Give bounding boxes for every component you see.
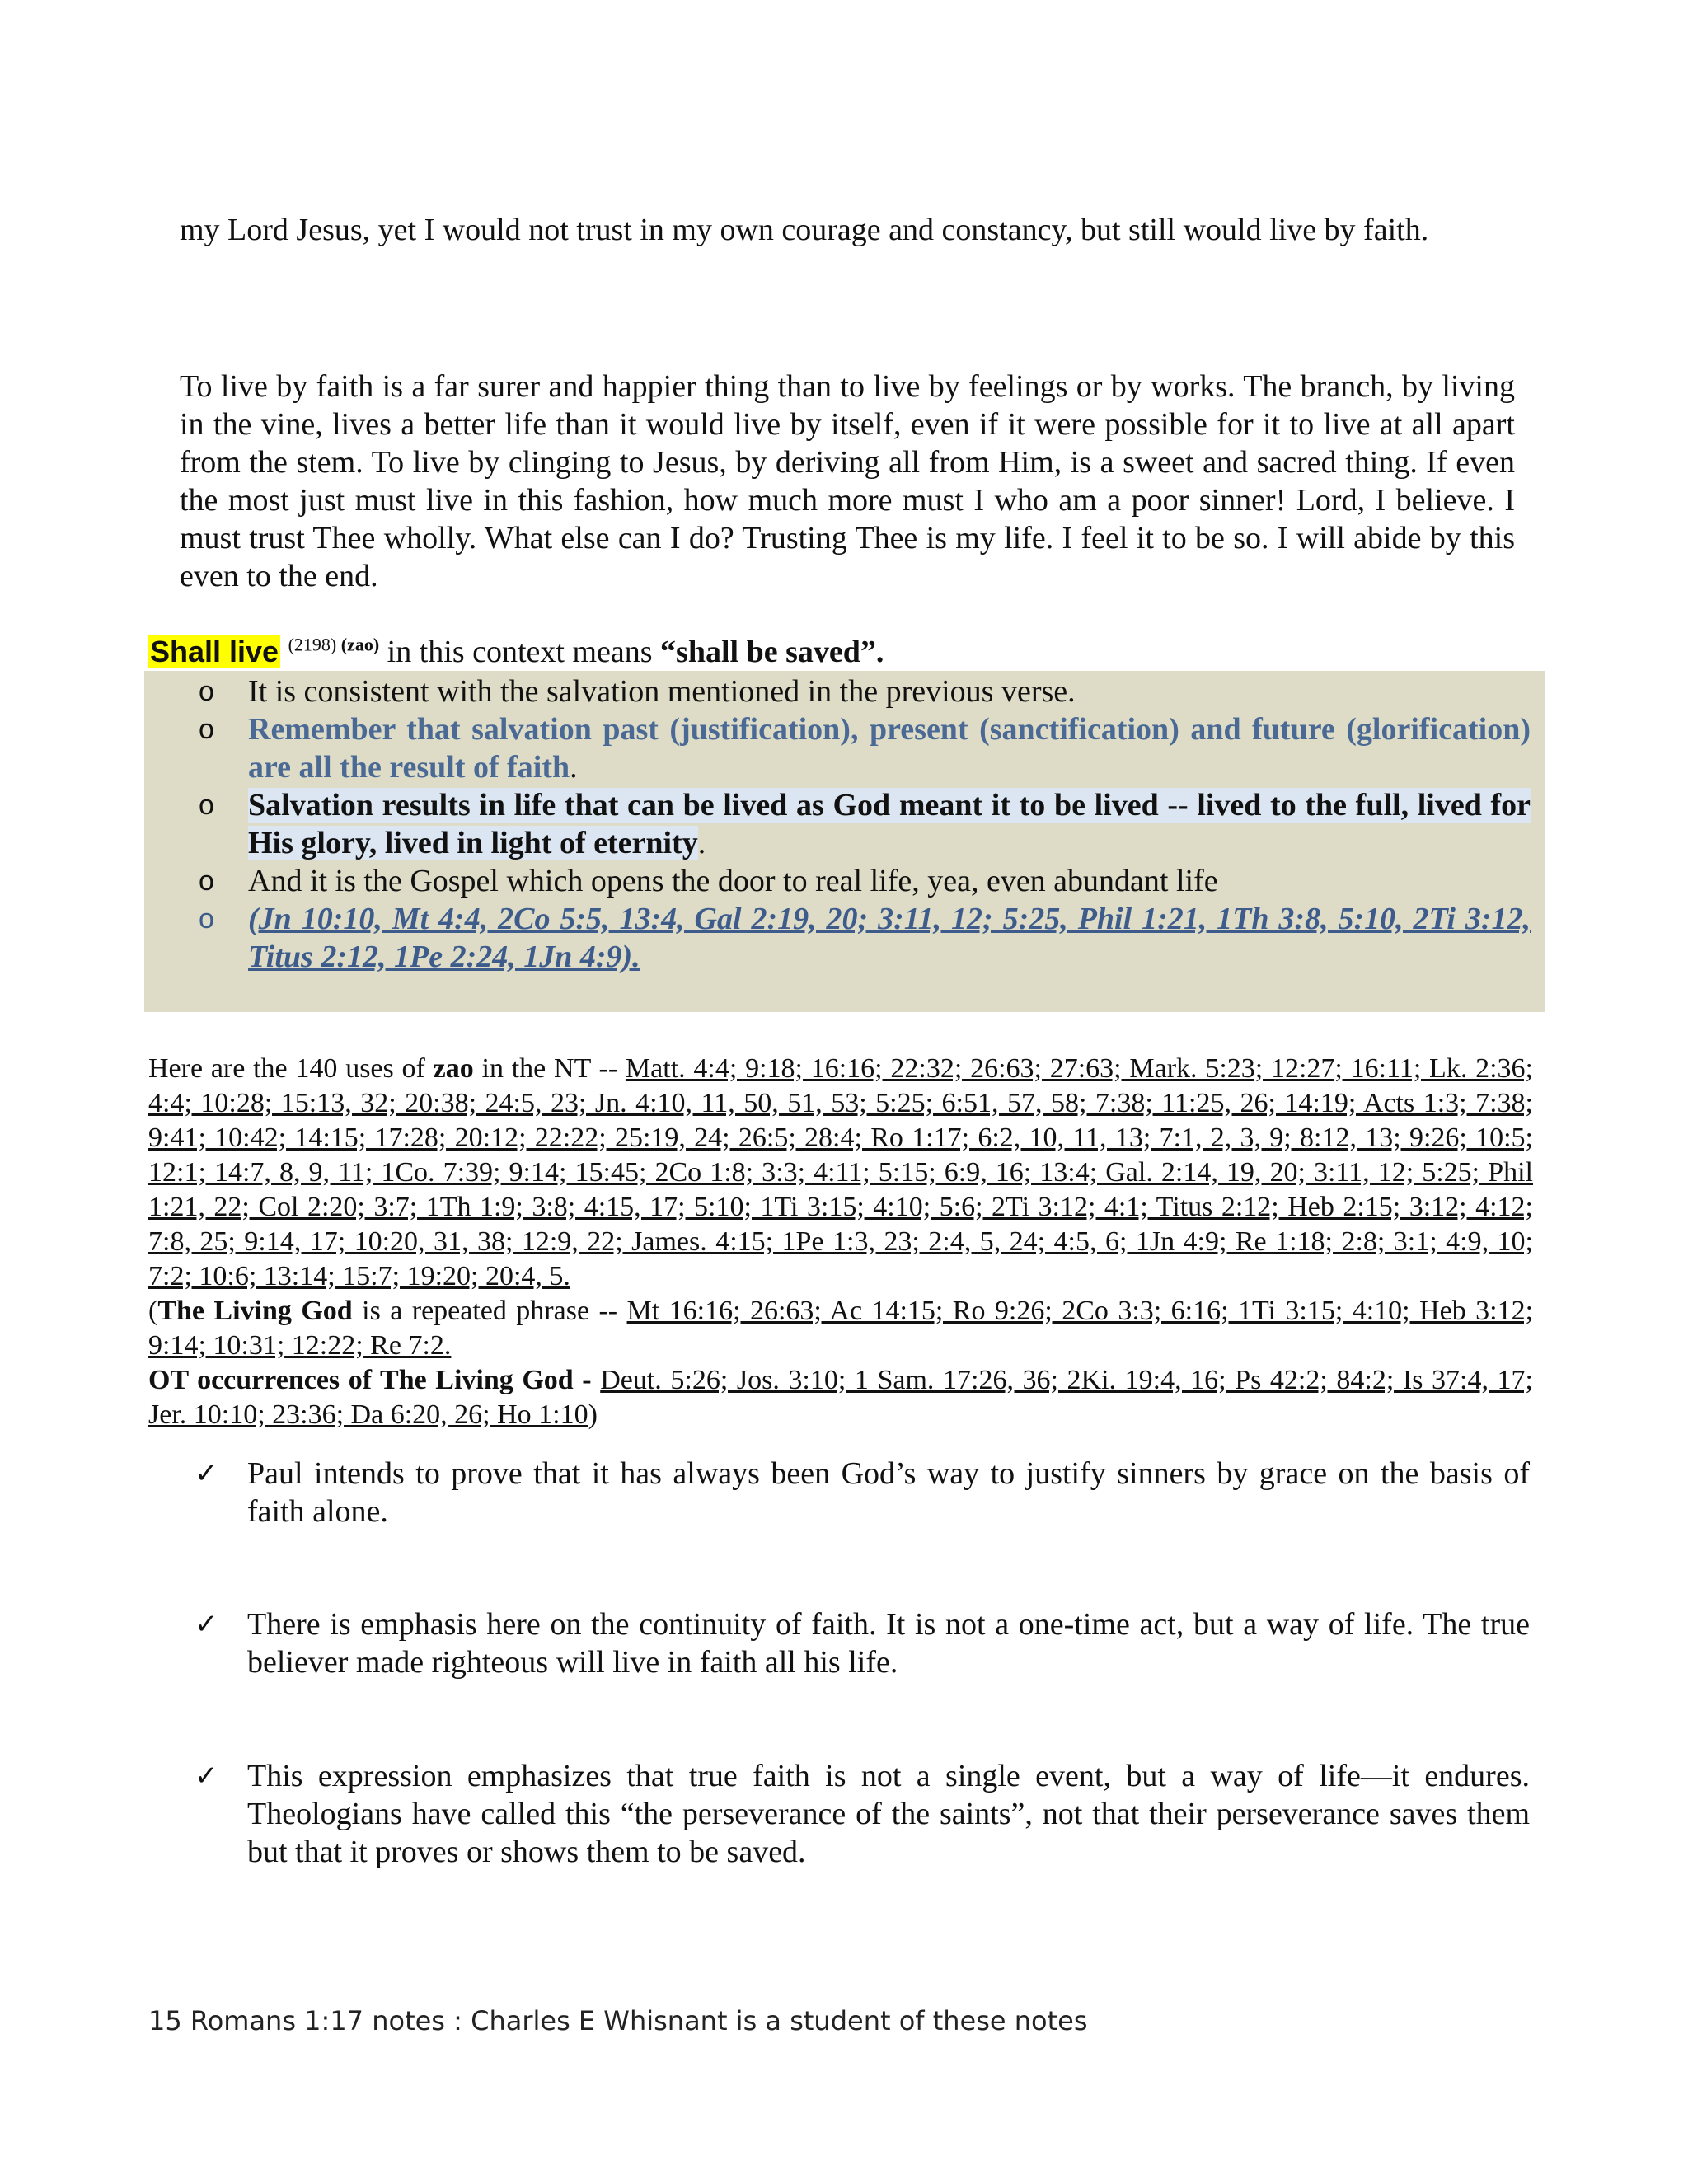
bullet-item: o Salvation results in life that can be lived as God meant it to be lived -- lived to the full, lived for His glory, lived in light of eternity.: [199, 788, 1531, 860]
bullet-item: [144, 673, 1545, 710]
checkmark-icon: ✓: [195, 1457, 218, 1490]
zao-uses-section: Here are the 140 uses of zao in the NT -- Matt. 4:4; 9:18; 16:16; 22:32; 26:63; 27:63; Mark. 5:23; 12:27; 16:11; Lk. 2:36; 4:4; 10:28; 15:13, 32; 20:38; 24:5, 23; Jn. 4:10, 11, 50, 51, 53; 5:25; 6:51, 57, 58; 7:38; 11:25, 26; 14:19; Acts 1:3; 7:38; 9:41; 10:42; 14:15; 17:28; 20:12; 22:22; 25:19, 24; 26:5; 28:4; Ro 1:17; 6:2, 10, 11, 13; 7:1, 2, 3, 9; 8:12, 13; 9:26; 10:5; 12:1; 14:7, 8, 9, 11; 1Co. 7:39; 9:14; 15:45; 2Co 1:8; 3:3; 4:11; 5:15; 6:9, 16; 13:4; Gal. 2:14, 19, 20; 3:11, 12; 5:25; Phil 1:21, 22; Col 2:20; 3:7; 1Th 1:9; 3:8; 4:15, 17; 5:10; 1Ti 3:15; 4:10; 5:6; 2Ti 3:12; 4:1; Titus 2:12; Heb 2:15; 3:12; 4:12; 7:8, 25; 9:14, 17; 10:20, 31, 38; 12:9, 22; James. 4:15; 1Pe 1:3, 23; 2:4, 5, 24; 4:5, 6; 1Jn 4:9; Re 1:18; 2:8; 3:1; 4:9, 10; 7:2; 10:6; 13:14; 15:7; 19:20; 20:4, 5. (The Living God is a repeated phrase -- Mt 16:16; 26:63; Ac 14:15; Ro 9:26; 2Co 3:3; 6:16; 1Ti 3:15; 4:10; Heb 3:12; 9:14; 10:31; 12:22; Re 7:2. OT occurrences of The Living God - Deut. 5:26; Jos. 3:10; 1 Sam. 17:26, 36; 2Ki. 19:4, 16; Ps 42:2; 84:2; Is 37:4, 17; Jer. 10:10; 23:36; Da 6:20, 26; Ho 1:10): [148, 1053, 1534, 1430]
shall-live-term: Shall live: [150, 635, 279, 668]
page-footer: 15 Romans 1:17 notes : Charles E Whisnant is a student of these notes: [148, 2005, 1088, 2036]
bullet-text-salvation-life: Salvation results in life that can be lived as God meant it to be lived -- lived to the full, lived for His glory, lived in light of eternity: [248, 788, 1531, 860]
check-item: [195, 1605, 1530, 1681]
zao-word: zao: [433, 1053, 474, 1084]
ot-label: OT occurrences of The Living God: [148, 1365, 574, 1395]
continued-paragraph: my Lord Jesus, yet I would not trust in my own courage and constancy, but still would live by faith.: [180, 213, 1429, 247]
bullet-list: [144, 673, 1545, 976]
bullet-item: [144, 900, 1545, 976]
nt-references-links[interactable]: Matt. 4:4; 9:18; 16:16; 22:32; 26:63; 27:63; Mark. 5:23; 12:27; 16:11; Lk. 2:36; 4:4; 10:28; 15:13, 32; 20:38; 24:5, 23; Jn. 4:10, 11, 50, 51, 53; 5:25; 6:51, 57, 58; 7:38; 11:25, 26; 14:19; Acts 1:3; 7:38; 9:41; 10:42; 14:15; 17:28; 20:12; 22:22; 25:19, 24; 26:5; 28:4; Ro 1:17; 6:2, 10, 11, 13; 7:1, 2, 3, 9; 8:12, 13; 9:26; 10:5; 12:1; 14:7, 8, 9, 11; 1Co. 7:39; 9:14; 15:45; 2Co 1:8; 3:3; 4:11; 5:15; 6:9, 16; 13:4; Gal. 2:14, 19, 20; 3:11, 12; 5:25; Phil 1:21, 22; Col 2:20; 3:7; 1Th 1:9; 3:8; 4:15, 17; 5:10; 1Ti 3:15; 4:10; 5:6; 2Ti 3:12; 4:1; Titus 2:12; Heb 2:15; 3:12; 4:12; 7:8, 25; 9:14, 17; 10:20, 31, 38; 12:9, 22; James. 4:15; 1Pe 1:3, 23; 2:4, 5, 24; 4:5, 6; 1Jn 4:9; Re 1:18; 2:8; 3:1; 4:9, 10; 7:2; 10:6; 13:14; 15:7; 19:20; 20:4, 5.: [148, 1053, 1533, 1291]
check-text: There is emphasis here on the continuity of faith. It is not a one-time act, but a way of life. The true believer made righteous will live in faith all his life.: [247, 1607, 1530, 1680]
ot-references-links[interactable]: Deut. 5:26; Jos. 3:10; 1 Sam. 17:26, 36; 2Ki. 19:4, 16; Ps 42:2; 84:2; Is 37:4, 17; Jer. 10:10; 23:36; Da 6:20, 26; Ho 1:10: [148, 1365, 1533, 1430]
shall-live-meaning: “shall be saved”.: [660, 635, 884, 669]
shall-live-heading: [148, 631, 1533, 673]
bullet-marker: o: [199, 714, 214, 745]
shall-live-rest: in this context means: [379, 635, 661, 669]
bullet-marker: o: [199, 790, 214, 821]
bullet-item: o Remember that salvation past (justification), present (sanctification) and future (glorification) are all the result of faith.: [199, 712, 1531, 785]
checkmark-icon: ✓: [195, 1760, 218, 1793]
check-text: Paul intends to prove that it has always been God’s way to justify sinners by grace on the basis of faith alone.: [247, 1456, 1530, 1529]
checkmark-icon: ✓: [195, 1608, 218, 1641]
bullet-text: It is consistent with the salvation mentioned in the previous verse.: [248, 674, 1076, 709]
greek-word: (zao): [340, 634, 380, 655]
bullet-marker: o: [199, 676, 214, 707]
check-text: This expression emphasizes that true faith is not a single event, but a way of life—it endures. Theologians have called this “the perseverance of the saints”, not that their perseverance saves them but that it proves or shows them to be saved.: [247, 1759, 1530, 1869]
bullet-marker: o: [199, 865, 214, 897]
bullet-marker: o: [199, 903, 214, 935]
strongs-number: (2198): [288, 634, 337, 655]
scripture-references-link[interactable]: (Jn 10:10, Mt 4:4, 2Co 5:5, 13:4, Gal 2:19, 20; 3:11, 12; 5:25, Phil 1:21, 1Th 3:8, 5:10, 2Ti 3:12, Titus 2:12, 1Pe 2:24, 1Jn 4:9).: [248, 902, 1531, 974]
check-item: [195, 1757, 1530, 1871]
living-god-references-links[interactable]: Mt 16:16; 26:63; Ac 14:15; Ro 9:26; 2Co 3:3; 6:16; 1Ti 3:15; 4:10; Heb 3:12; 9:14; 10:31; 12:22; Re 7:2.: [148, 1296, 1534, 1361]
bullet-text: And it is the Gospel which opens the door to real life, yea, even abundant life: [248, 864, 1218, 898]
faith-paragraph: To live by faith is a far surer and happier thing than to live by feelings or by works. The branch, by living in the vine, lives a better life than it would live by itself, even if it were possible for it to live at all apart from the stem. To live by clinging to Jesus, by deriving all from Him, is a sweet and sacred thing. If even the most just must live in this fashion, how much more must I who am a poor sinner! Lord, I believe. I must trust Thee wholly. What else can I do? Trusting Thee is my life. I feel it to be so. I will abide by this even to the end.: [180, 369, 1515, 593]
bullet-text-salvation-tenses: Remember that salvation past (justification), present (sanctification) and future (glorification) are all the result of faith: [248, 712, 1531, 785]
living-god-label: The Living God: [157, 1296, 353, 1326]
bullet-item: [144, 862, 1545, 900]
check-item: [195, 1455, 1530, 1530]
